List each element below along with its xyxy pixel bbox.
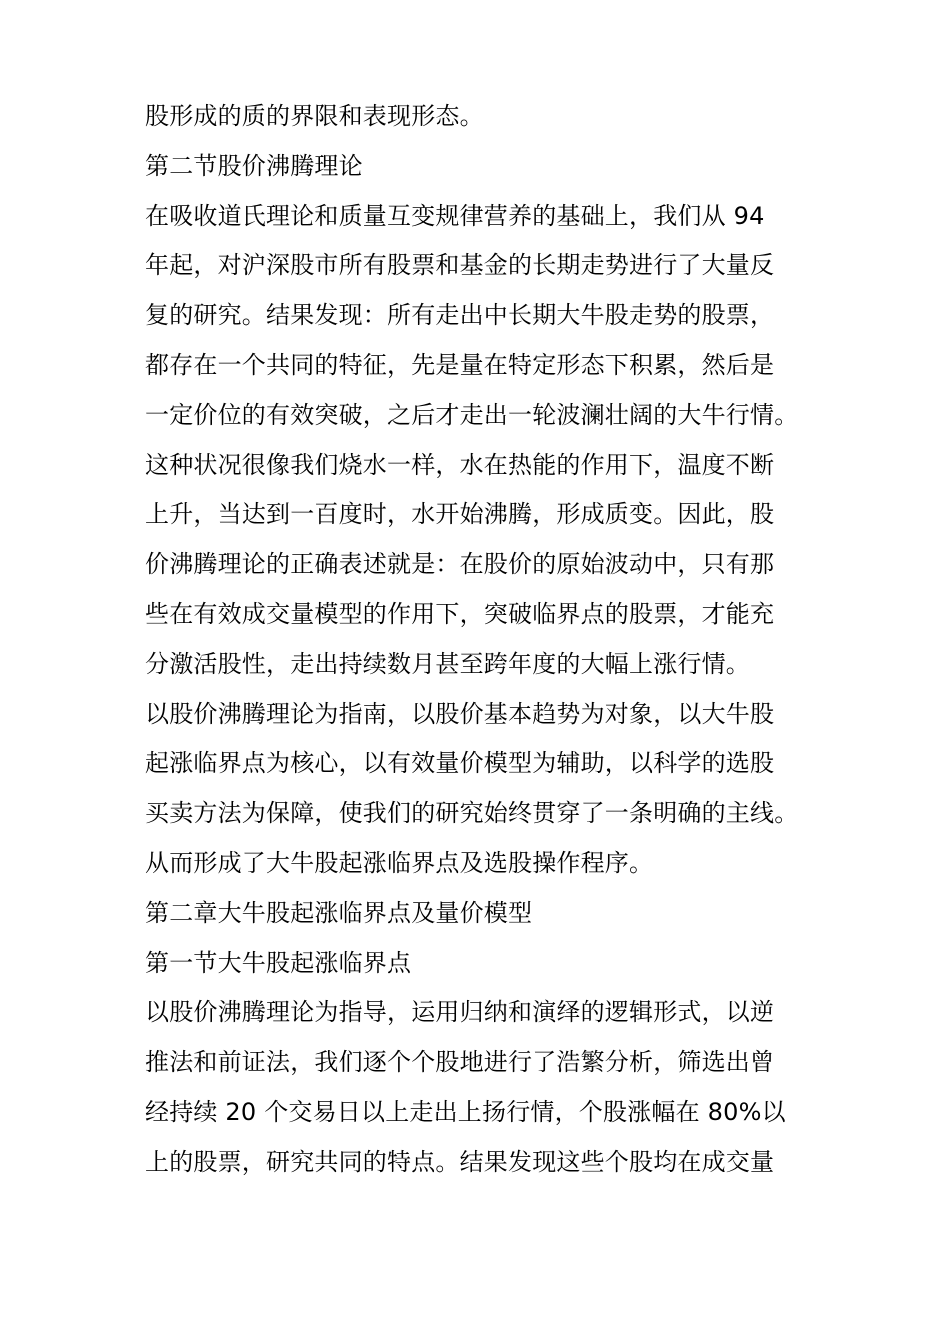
text-line: 以股价沸腾理论为指导，运用归纳和演绎的逻辑形式，以逆	[145, 998, 775, 1027]
section-heading: 第二节股价沸腾理论	[145, 151, 363, 180]
text-line: 以股价沸腾理论为指南，以股价基本趋势为对象，以大牛股	[145, 699, 775, 728]
text-line: 年起，对沪深股市所有股票和基金的长期走势进行了大量反	[145, 251, 775, 280]
text-line: 复的研究。结果发现：所有走出中长期大牛股走势的股票，	[145, 301, 775, 330]
document-body	[145, 92, 835, 1188]
text-line: 在吸收道氏理论和质量互变规律营养的基础上，我们从 94	[145, 201, 765, 230]
text-line: 股形成的质的界限和表现形态。	[145, 102, 484, 130]
text-line: 都存在一个共同的特征，先是量在特定形态下积累，然后是	[145, 350, 775, 379]
text-line: 价沸腾理论的正确表述就是：在股价的原始波动中，只有那	[145, 550, 775, 579]
text-line: 经持续 20 个交易日以上走出上扬行情，个股涨幅在 80%以	[145, 1097, 786, 1126]
section-heading: 第一节大牛股起涨临界点	[145, 948, 412, 977]
text-line: 上的股票，研究共同的特点。结果发现这些个股均在成交量	[145, 1147, 775, 1176]
text-line: 上升，当达到一百度时，水开始沸腾，形成质变。因此，股	[145, 500, 775, 529]
text-line: 推法和前证法，我们逐个个股地进行了浩繁分析，筛选出曾	[145, 1048, 775, 1077]
text-line: 买卖方法为保障，使我们的研究始终贯穿了一条明确的主线。	[145, 799, 799, 828]
text-line: 起涨临界点为核心，以有效量价模型为辅助，以科学的选股	[145, 749, 775, 778]
text-line: 些在有效成交量模型的作用下，突破临界点的股票，才能充	[145, 599, 775, 628]
text-line: 这种状况很像我们烧水一样，水在热能的作用下，温度不断	[145, 450, 775, 479]
text-line: 从而形成了大牛股起涨临界点及选股操作程序。	[145, 848, 654, 877]
text-line: 分激活股性，走出持续数月甚至跨年度的大幅上涨行情。	[145, 649, 750, 678]
text-line: 一定价位的有效突破，之后才走出一轮波澜壮阔的大牛行情。	[145, 400, 799, 429]
chapter-heading: 第二章大牛股起涨临界点及量价模型	[145, 898, 533, 927]
